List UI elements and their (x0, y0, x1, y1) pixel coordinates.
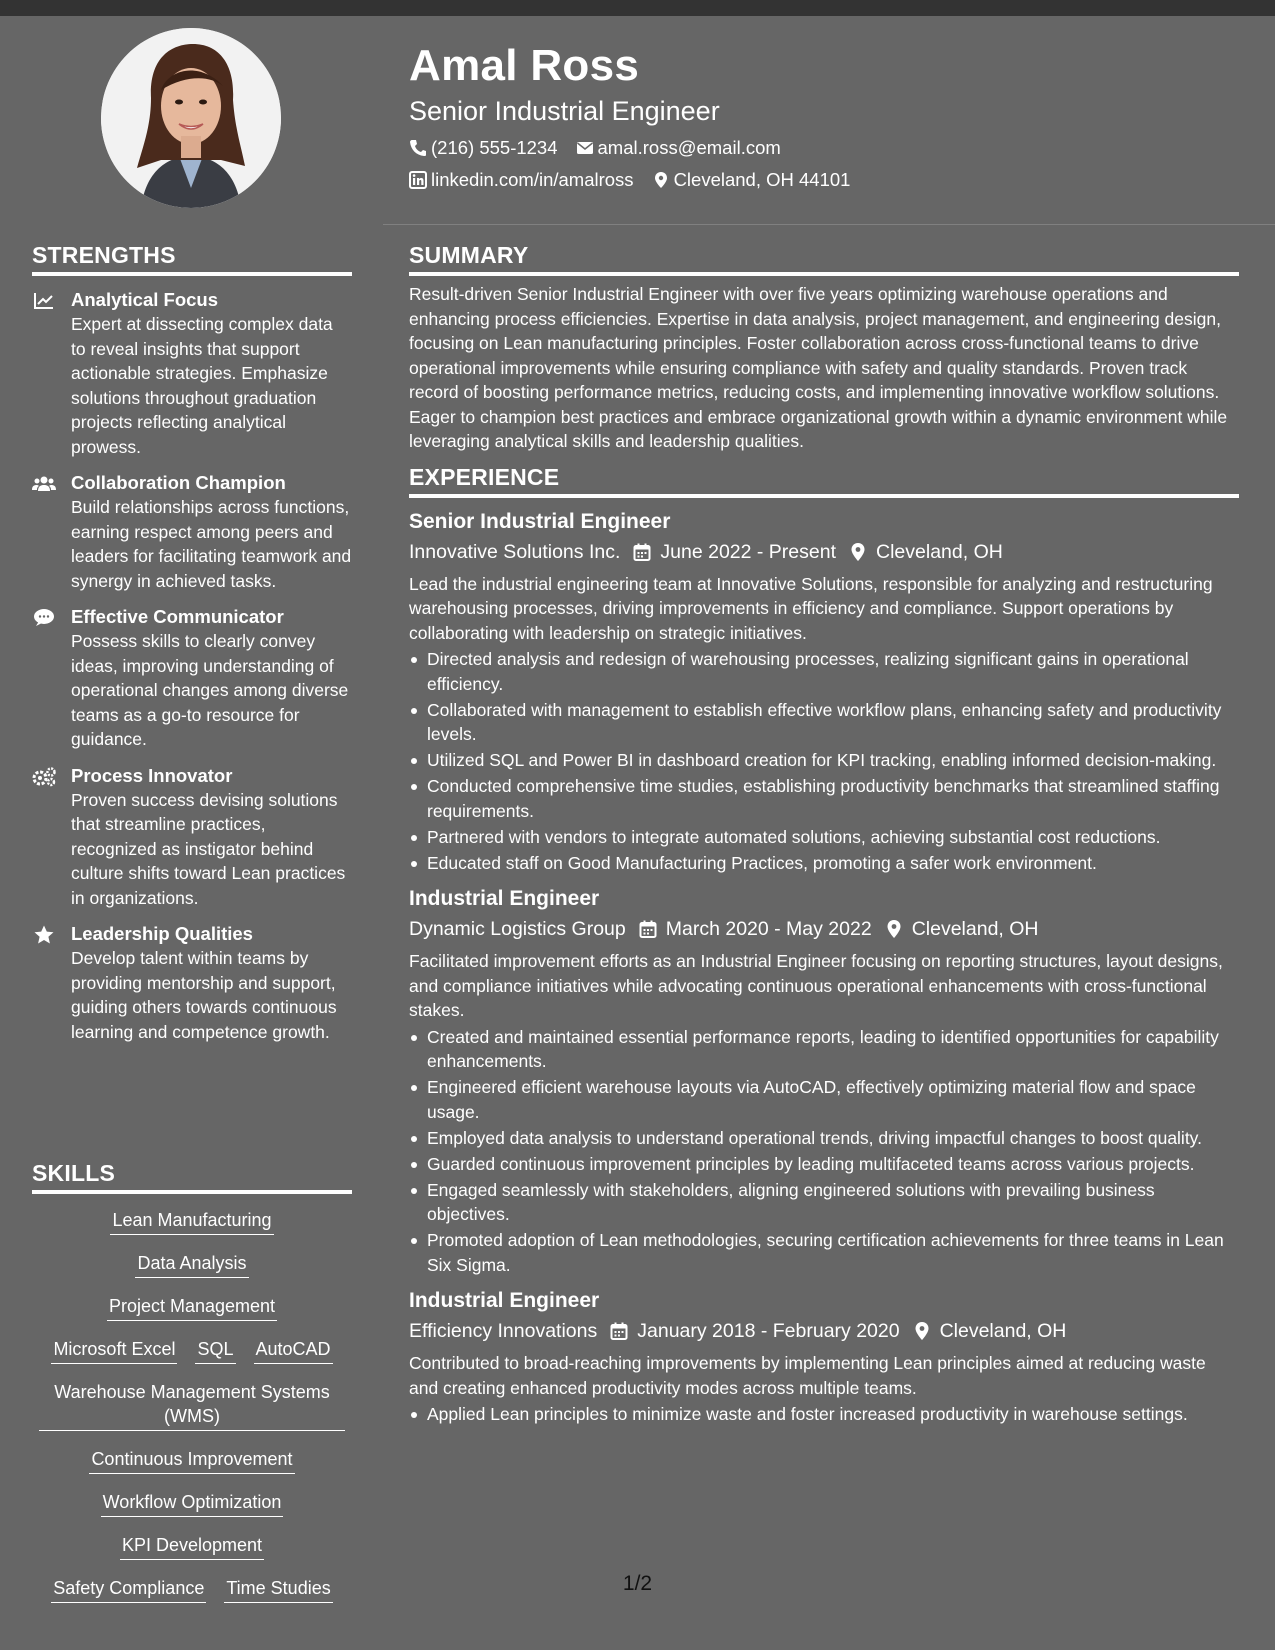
map-pin-icon (912, 1321, 932, 1341)
skills-heading: SKILLS (32, 1160, 352, 1194)
gears-icon (32, 767, 56, 787)
strength-item (32, 471, 352, 593)
job-dates-text: January 2018 - February 2020 (637, 1320, 900, 1342)
job-description: Facilitated improvement efforts as an Industrial Engineer focusing on reporting structures, layout designs, and compliance initiatives while advocating continuous operational enhancements with cross-functional stakes. (409, 951, 1223, 1020)
job-description: Contributed to broad-reaching improvements by implementing Lean principles aimed at reducing waste and creating enhanced productivity modes across multiple teams. (409, 1353, 1206, 1398)
summary-heading: SUMMARY (409, 242, 1239, 276)
linkedin-icon (409, 171, 427, 189)
job-entry (409, 508, 1239, 876)
job-company: Dynamic Logistics Group (409, 918, 626, 940)
header-divider (383, 224, 1275, 225)
linkedin-text: linkedin.com/in/amalross (431, 169, 634, 190)
phone-icon (409, 139, 427, 157)
person-title: Senior Industrial Engineer (409, 96, 720, 126)
job-meta (409, 1317, 1239, 1345)
job-bullet: Engineered efficient warehouse layouts via AutoCAD, effectively optimizing material flow and space usage. (409, 1075, 1239, 1124)
experience-heading: EXPERIENCE (409, 464, 1239, 498)
page-indicator: 1/2 (622, 1572, 653, 1595)
strength-description: Possess skills to clearly convey ideas, improving understanding of operational changes among diverse teams as a go-to resource for guidance. (71, 631, 349, 749)
skills-section (32, 1160, 352, 1611)
strengths-section (32, 242, 352, 1044)
strength-title: Process Innovator (71, 764, 233, 786)
job-location-text: Cleveland, OH (876, 540, 1003, 563)
resume-header (409, 40, 1239, 192)
job-location-text: Cleveland, OH (939, 1320, 1067, 1342)
phone-contact[interactable] (409, 136, 558, 160)
calendar-icon (638, 919, 658, 939)
calendar-icon (632, 542, 652, 562)
strength-title: Collaboration Champion (71, 472, 286, 493)
job-entry (409, 885, 1239, 1277)
job-company: Efficiency Innovations (409, 1320, 598, 1342)
person-name: Amal Ross (409, 41, 640, 90)
main-column (409, 242, 1239, 1428)
job-title: Industrial Engineer (409, 887, 600, 910)
job-bullet: Partnered with vendors to integrate automated solutions, achieving substantial cost reductions. (409, 825, 1239, 850)
skill-tag: KPI Development (120, 1533, 264, 1560)
job-entry (409, 1287, 1239, 1427)
skill-tag: Microsoft Excel (51, 1337, 177, 1364)
strength-item (32, 764, 352, 911)
email-contact[interactable] (576, 136, 781, 160)
job-title: Senior Industrial Engineer (409, 509, 671, 533)
strength-item (32, 922, 352, 1044)
calendar-icon (609, 1321, 629, 1341)
map-pin-icon (884, 919, 904, 939)
strength-description: Proven success devising solutions that streamline practices, recognized as instigator behind culture shifts toward Lean practices in organizations. (71, 789, 346, 908)
job-bullet: Promoted adoption of Lean methodologies, securing certification achievements for three teams in Lean Six Sigma. (409, 1228, 1239, 1277)
job-location (912, 1317, 1067, 1345)
strength-title: Effective Communicator (71, 606, 284, 627)
job-company: Innovative Solutions Inc. (409, 540, 621, 563)
contact-row-1 (409, 136, 1239, 160)
users-icon (32, 474, 56, 494)
map-pin-icon (848, 542, 868, 562)
job-dates-text: March 2020 - May 2022 (665, 918, 872, 940)
skill-tag: Continuous Improvement (89, 1447, 294, 1474)
job-dates (609, 1317, 899, 1345)
job-bullet: Directed analysis and redesign of warehousing processes, realizing significant gains in operational efficiency. (409, 647, 1239, 696)
strength-item (32, 605, 352, 752)
job-title: Industrial Engineer (409, 1289, 600, 1312)
map-pin-icon (652, 171, 670, 189)
skill-tag: Safety Compliance (51, 1576, 206, 1603)
job-meta (409, 538, 1239, 566)
job-bullet: Engaged seamlessly with stakeholders, aligning engineered solutions with prevailing business objectives. (409, 1178, 1239, 1227)
top-bar (0, 0, 1275, 16)
star-icon (32, 925, 56, 945)
skill-tag: Data Analysis (135, 1251, 248, 1278)
job-bullets (409, 1025, 1239, 1278)
strength-title: Leadership Qualities (71, 923, 253, 944)
job-bullet: Applied Lean principles to minimize waste and foster increased productivity in warehouse settings. (409, 1402, 1239, 1427)
skill-tag: Time Studies (224, 1576, 332, 1603)
job-bullets (409, 647, 1239, 875)
job-bullets (409, 1402, 1239, 1427)
strength-description: Expert at dissecting complex data to reveal insights that support actionable strategies. Emphasize solutions throughout graduation projects reflecting analytical prowess. (71, 314, 333, 457)
job-location (884, 915, 1039, 943)
strength-description: Develop talent within teams by providing mentorship and support, guiding others towards continuous learning and competence growth. (71, 948, 337, 1042)
contact-row-2 (409, 168, 1239, 192)
job-bullet: Collaborated with management to establish effective workflow plans, enhancing safety and productivity levels. (409, 698, 1239, 747)
skill-tag: Workflow Optimization (101, 1490, 284, 1517)
email-text: amal.ross@email.com (597, 137, 781, 158)
skills-list (32, 1200, 352, 1611)
job-bullet: Utilized SQL and Power BI in dashboard creation for KPI tracking, enabling informed decision-making. (409, 748, 1239, 773)
linkedin-contact[interactable] (409, 168, 634, 192)
skill-tag: AutoCAD (254, 1337, 333, 1364)
job-bullet: Educated staff on Good Manufacturing Practices, promoting a safer work environment. (409, 851, 1239, 876)
job-location (848, 538, 1003, 566)
job-bullet: Created and maintained essential performance reports, leading to identified opportunities for capability enhancements. (409, 1025, 1239, 1074)
job-dates (632, 538, 836, 566)
strength-item (32, 288, 352, 459)
location-text: Cleveland, OH 44101 (673, 169, 851, 190)
profile-photo (101, 28, 281, 208)
strengths-heading: STRENGTHS (32, 242, 352, 276)
job-meta (409, 915, 1239, 943)
job-dates-text: June 2022 - Present (660, 540, 837, 563)
skill-tag: Warehouse Management Systems (WMS) (39, 1380, 345, 1431)
job-bullet: Guarded continuous improvement principles by leading multifaceted teams across various projects. (409, 1152, 1239, 1177)
experience-section (409, 464, 1239, 1427)
job-dates (638, 915, 872, 943)
job-location-text: Cleveland, OH (911, 918, 1039, 940)
strength-title: Analytical Focus (71, 289, 219, 310)
location-contact (652, 168, 851, 192)
phone-text: (216) 555-1234 (431, 137, 558, 158)
summary-text: Result-driven Senior Industrial Engineer with over five years optimizing warehouse operations and enhancing process efficiencies. Expertise in data analysis, project management, and engineering design, focusing on Lean manufacturing principles. Foster collaboration across cross-functional teams to drive operational improvements while ensuring compliance with safety and quality standards. Proven track record of boosting performance metrics, reducing costs, and implementing innovative workflow solutions. Eager to champion best practices and embrace organizational growth within a dynamic environment while leveraging analytical skills and leadership qualities. (409, 284, 1228, 451)
envelope-icon (576, 139, 594, 157)
profile-photo-illustration (101, 28, 281, 208)
chart-line-icon (32, 291, 56, 311)
job-bullet: Conducted comprehensive time studies, establishing productivity benchmarks that streamlined staffing requirements. (409, 774, 1239, 823)
skill-tag: SQL (195, 1337, 235, 1364)
job-description: Lead the industrial engineering team at Innovative Solutions, responsible for analyzing and restructuring warehousing processes, driving improvements in efficiency and compliance. Support operations by collaborating with leadership on strategic initiatives. (409, 573, 1213, 643)
skill-tag: Lean Manufacturing (110, 1208, 273, 1235)
job-bullet: Employed data analysis to understand operational trends, driving impactful changes to boost quality. (409, 1126, 1239, 1151)
comment-icon (32, 608, 56, 628)
strength-description: Build relationships across functions, earning respect among peers and leaders for facilitating teamwork and synergy in achieved tasks. (71, 497, 352, 591)
summary-section (409, 242, 1239, 454)
skill-tag: Project Management (107, 1294, 277, 1321)
